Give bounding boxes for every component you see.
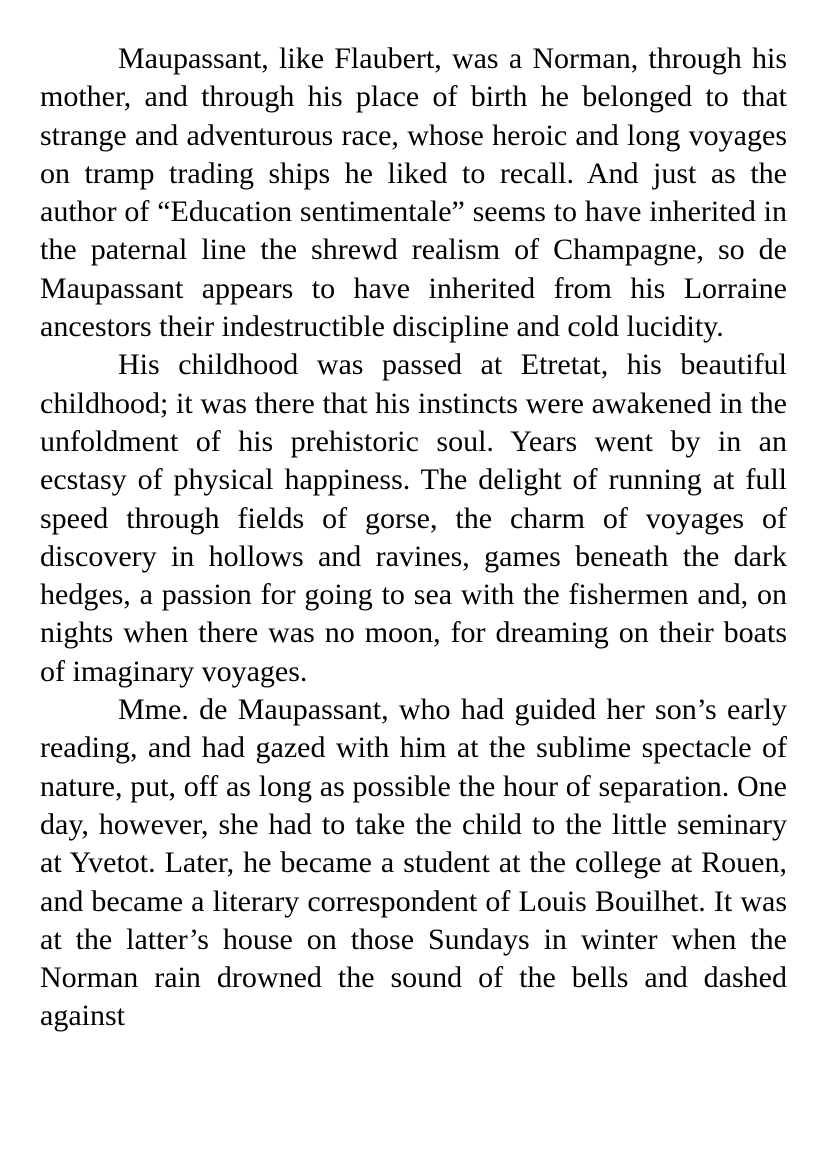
- document-page: [40, 40, 787, 1036]
- paragraph-2: His childhood was passed at Etretat, his beautiful childhood; it was there that his instincts were awakened in the unfoldment of his prehistoric soul. Years went by in an ecstasy of physical happiness. The delight of running at full speed through fields of gorse, the charm of voyages of discovery in hollows and ravines, games beneath the dark hedges, a passion for going to sea with the fishermen and, on nights when there was no moon, for dreaming on their boats of imaginary voyages.: [40, 348, 787, 688]
- paragraph-1: Maupassant, like Flaubert, was a Norman, through his mother, and through his place of birth he belonged to that strange and adventurous race, whose heroic and long voyages on tramp trading ships he liked to recall. And just as the author of “Education sentimentale” seems to have inherited in the paternal line the shrewd realism of Champagne, so de Maupassant appears to have inherited from his Lorraine ancestors their indestructible discipline and cold lucidity.: [40, 42, 787, 344]
- paragraph-3: Mme. de Maupassant, who had guided her son’s early reading, and had gazed with him at the sublime spectacle of nature, put, off as long as possible the hour of separation. One day, however, she had to take the child to the little seminary at Yvetot. Later, he became a student at the college at Rouen, and became a literary correspondent of Louis Bouilhet. It was at the latter’s house on those Sundays in winter when the Norman rain drowned the sound of the bells and dashed against: [40, 693, 787, 1033]
